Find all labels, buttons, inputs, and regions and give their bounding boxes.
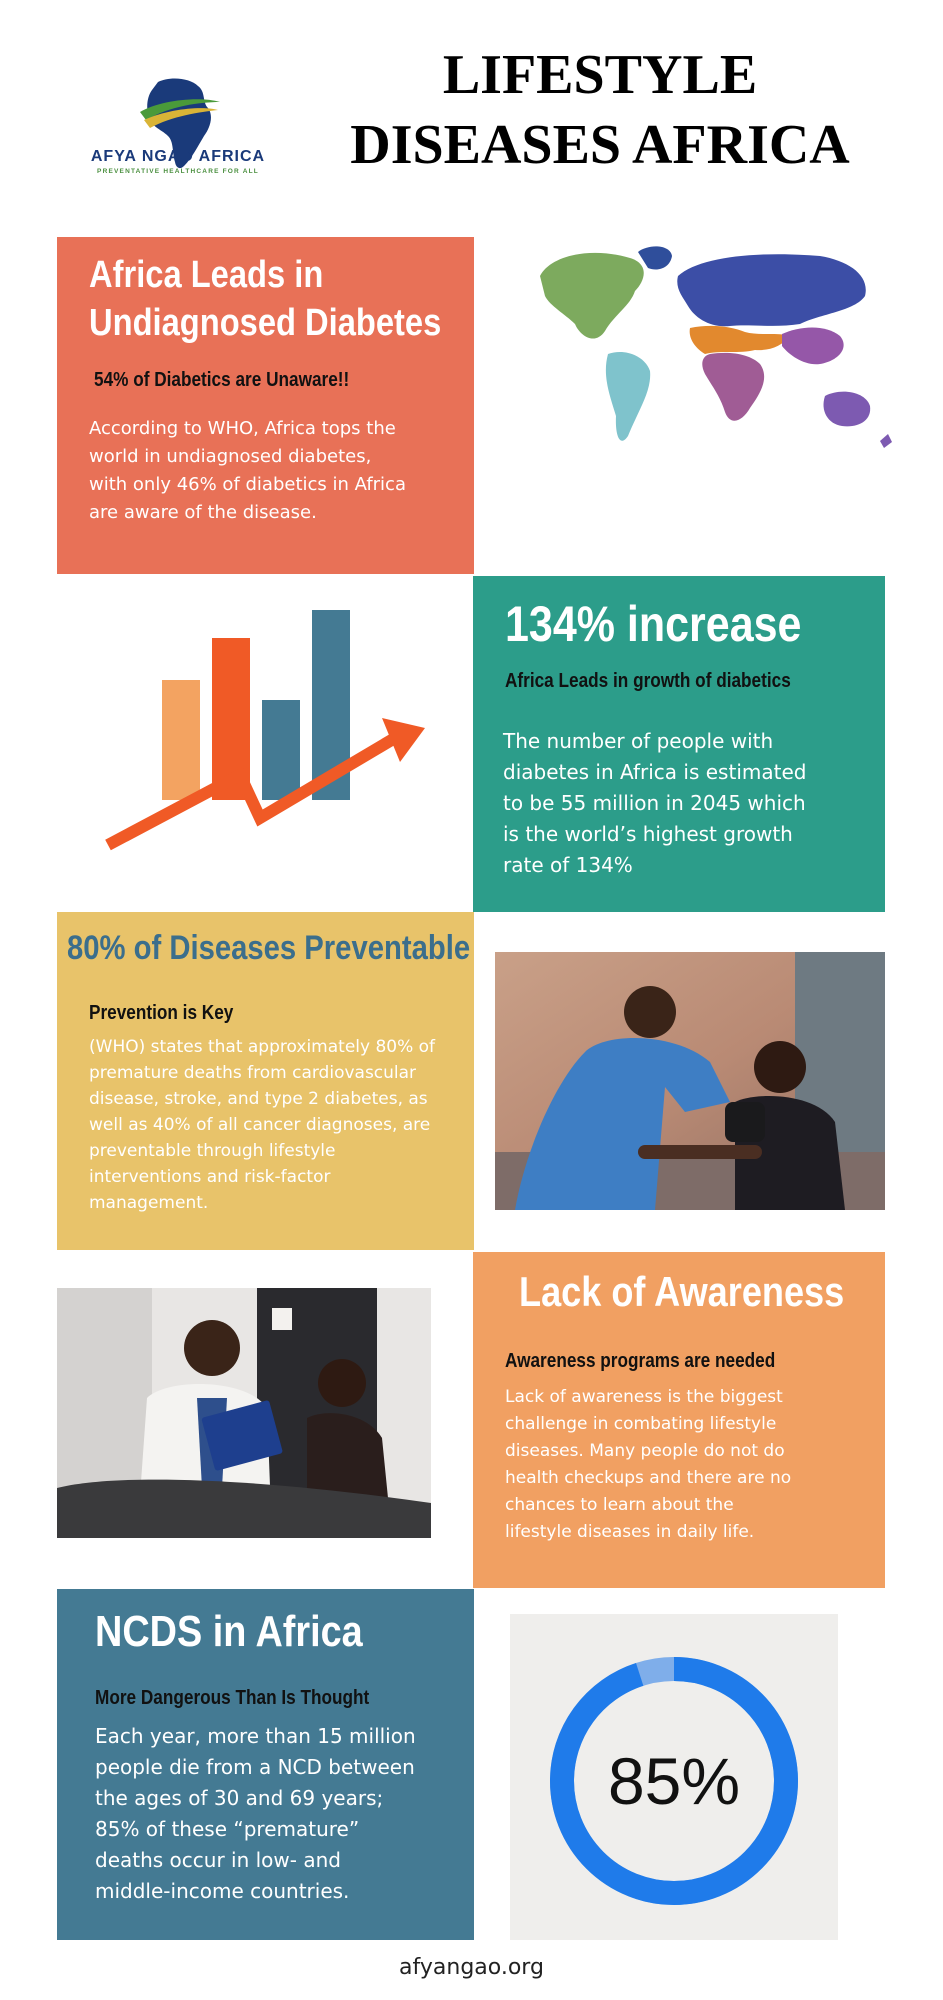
section3-body bbox=[89, 1034, 435, 1216]
section4-body-line: chances to learn about the bbox=[505, 1495, 734, 1515]
section1-subtitle: 54% of Diabetics are Unaware!! bbox=[94, 369, 350, 391]
blood-pressure-photo bbox=[495, 952, 885, 1210]
growth-panel bbox=[473, 576, 885, 912]
section1-body bbox=[89, 415, 406, 527]
section1-body-line: According to WHO, Africa tops the bbox=[89, 418, 396, 439]
section3-body-line: interventions and risk-factor bbox=[89, 1167, 331, 1187]
donut-label: 85% bbox=[607, 1744, 741, 1818]
section2-body bbox=[503, 726, 806, 881]
section4-body-line: diseases. Many people do not do bbox=[505, 1441, 785, 1461]
preventable-panel bbox=[57, 912, 474, 1250]
section1-body-line: with only 46% of diabetics in Africa bbox=[89, 474, 406, 495]
section4-subtitle: Awareness programs are needed bbox=[505, 1350, 776, 1372]
section2-body-line: diabetes in Africa is estimated bbox=[503, 760, 807, 784]
section4-body-line: health checkups and there are no bbox=[505, 1468, 792, 1488]
section1-body-line: world in undiagnosed diabetes, bbox=[89, 446, 372, 467]
section5-body-line: the ages of 30 and 69 years; bbox=[95, 1786, 384, 1810]
section3-body-line: well as 40% of all cancer diagnoses, are bbox=[89, 1115, 431, 1135]
section3-subtitle: Prevention is Key bbox=[89, 1002, 234, 1024]
section2-body-line: is the world’s highest growth bbox=[503, 822, 793, 846]
section2-body-line: The number of people with bbox=[503, 729, 774, 753]
section5-body-line: deaths occur in low- and bbox=[95, 1848, 341, 1872]
section4-body-line: Lack of awareness is the biggest bbox=[505, 1387, 783, 1407]
section4-title: Lack of Awareness bbox=[519, 1268, 845, 1315]
section5-body-line: middle-income countries. bbox=[95, 1879, 350, 1903]
world-map-icon bbox=[520, 236, 905, 466]
footer-url[interactable]: afyangao.org bbox=[399, 1955, 544, 1980]
doctor-consultation-photo bbox=[57, 1288, 431, 1538]
section5-body-line: Each year, more than 15 million bbox=[95, 1724, 416, 1748]
section5-body bbox=[95, 1721, 416, 1907]
section2-body-line: rate of 134% bbox=[503, 853, 633, 877]
donut-card bbox=[510, 1614, 838, 1940]
section1-title bbox=[89, 251, 441, 347]
section4-body-line: lifestyle diseases in daily life. bbox=[505, 1522, 755, 1542]
section1-title-line-2: Undiagnosed Diabetes bbox=[89, 302, 442, 344]
undiagnosed-diabetes-panel bbox=[57, 237, 474, 574]
section3-body-line: premature deaths from cardiovascular bbox=[89, 1063, 417, 1083]
donut-chart bbox=[510, 1614, 838, 1940]
section2-body-line: to be 55 million in 2045 which bbox=[503, 791, 806, 815]
section5-title: NCDS in Africa bbox=[95, 1607, 363, 1656]
title-line-2: DISEASES AFRICA bbox=[350, 114, 850, 176]
section1-body-line: are aware of the disease. bbox=[89, 502, 317, 523]
logo-tagline: PREVENTATIVE HEALTHCARE FOR ALL bbox=[97, 168, 259, 175]
section4-body-line: challenge in combating lifestyle bbox=[505, 1414, 777, 1434]
section5-subtitle: More Dangerous Than Is Thought bbox=[95, 1687, 370, 1709]
growth-chart-icon bbox=[100, 600, 435, 860]
logo-name: AFYA NGAO AFRICA bbox=[90, 148, 266, 165]
section5-body-line: 85% of these “premature” bbox=[95, 1817, 360, 1841]
title-line-1: LIFESTYLE bbox=[442, 44, 758, 106]
page-title bbox=[320, 40, 880, 180]
section3-body-line: preventable through lifestyle bbox=[89, 1141, 336, 1161]
section3-body-line: management. bbox=[89, 1193, 209, 1213]
ncds-panel bbox=[57, 1589, 474, 1940]
section3-body-line: disease, stroke, and type 2 diabetes, as bbox=[89, 1089, 428, 1109]
section2-subtitle: Africa Leads in growth of diabetics bbox=[505, 670, 791, 692]
awareness-panel bbox=[473, 1252, 885, 1588]
section4-body bbox=[505, 1384, 791, 1546]
section1-title-line-1: Africa Leads in bbox=[89, 254, 324, 296]
section2-title: 134% increase bbox=[505, 596, 802, 652]
section3-title: 80% of Diseases Preventable bbox=[67, 929, 471, 967]
section5-body-line: people die from a NCD between bbox=[95, 1755, 415, 1779]
section3-body-line: (WHO) states that approximately 80% of bbox=[89, 1037, 436, 1057]
